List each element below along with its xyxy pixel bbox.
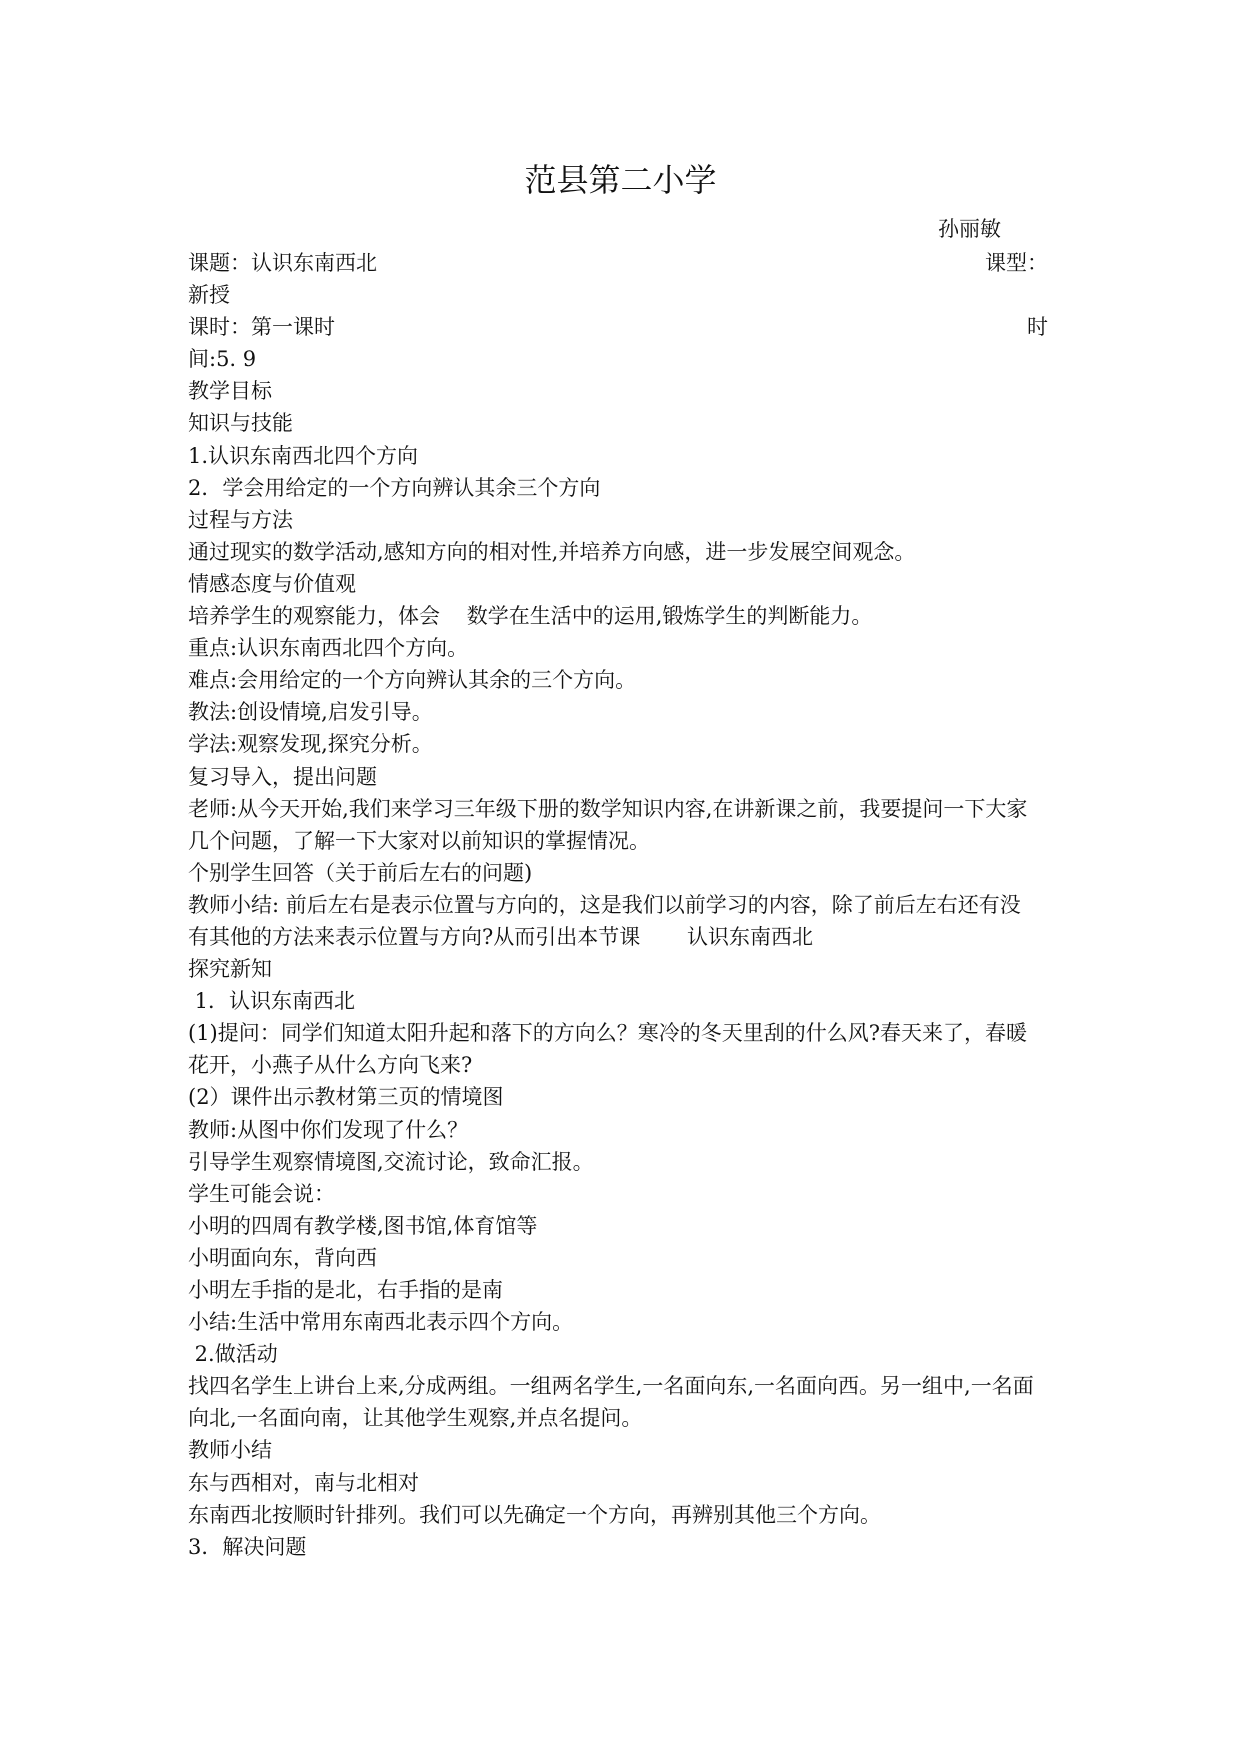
document-title: 范县第二小学 (524, 161, 717, 199)
document-body (188, 247, 1048, 1563)
text-line: 学法:观察发现,探究分析。 (188, 732, 433, 757)
lesson-type-label: 课型： (985, 251, 1048, 275)
text-line: 小明左手指的是北，右手指的是南 (188, 1278, 503, 1302)
text-line: 培养学生的观察能力，体会 数学在生活中的运用,锻炼学生的判断能力。 (188, 604, 873, 629)
text-line: 情感态度与价值观 (188, 571, 356, 596)
text-line: (1)提问：同学们知道太阳升起和落下的方向么？寒冷的冬天里刮的什么风?春天来了，春暖 (188, 1021, 1028, 1046)
text-line: 向北,一名面向南，让其他学生观察,并点名提问。 (188, 1406, 643, 1431)
time-value: 间:5. 9 (188, 347, 257, 372)
lesson-topic: 课题：认识东南西北 (188, 251, 377, 275)
text-line: 知识与技能 (188, 411, 293, 436)
text-line: 教师:从图中你们发现了什么？ (188, 1117, 469, 1142)
body-lines (188, 375, 1048, 1562)
lesson-topic-row (188, 247, 1048, 279)
text-line: 教法:创设情境,启发引导。 (188, 700, 433, 725)
text-line: 1.认识东南西北四个方向 (188, 443, 419, 468)
text-line: 教学目标 (188, 379, 272, 404)
text-line: 学生可能会说： (188, 1181, 335, 1206)
text-line: 3．解决问题 (188, 1534, 307, 1559)
text-line: 教师小结: 前后左右是表示位置与方向的，这是我们以前学习的内容，除了前后左右还有没 (188, 892, 1021, 917)
lesson-period: 课时：第一课时 (188, 315, 335, 340)
text-line: 2．学会用给定的一个方向辨认其余三个方向 (188, 475, 601, 500)
text-line: 引导学生观察情境图,交流讨论，致命汇报。 (188, 1149, 594, 1174)
text-line: 个别学生回答（关于前后左右的问题) (188, 860, 533, 885)
text-line: 找四名学生上讲台上来,分成两组。一组两名学生,一名面向东,一名面向西。另一组中,一名面 (188, 1374, 1034, 1399)
text-line: 复习导入，提出问题 (188, 764, 377, 789)
text-line: 2.做活动 (188, 1342, 278, 1367)
text-line: (2）课件出示教材第三页的情境图 (188, 1085, 504, 1110)
text-line: 有其他的方法来表示位置与方向?从而引出本节课 认识东南西北 (188, 924, 813, 949)
text-line: 教师小结 (188, 1438, 272, 1463)
text-line: 几个问题，了解一下大家对以前知识的掌握情况。 (188, 828, 650, 853)
text-line: 小结:生活中常用东南西北表示四个方向。 (188, 1310, 574, 1335)
text-line: 小明面向东，背向西 (188, 1245, 377, 1270)
text-line: 老师:从今天开始,我们来学习三年级下册的数学知识内容,在讲新课之前，我要提问一下大家 (188, 796, 1028, 821)
text-line: 1．认识东南西北 (188, 989, 356, 1014)
text-line: 过程与方法 (188, 507, 293, 532)
text-line: 花开，小燕子从什么方向飞来? (188, 1053, 473, 1078)
text-line: 东与西相对，南与北相对 (188, 1470, 419, 1495)
text-line: 重点:认识东南西北四个方向。 (188, 636, 469, 661)
text-line: 探究新知 (188, 957, 272, 982)
text-line: 东南西北按顺时针排列。我们可以先确定一个方向，再辨别其他三个方向。 (188, 1502, 881, 1527)
lesson-type-value: 新授 (188, 283, 230, 308)
text-line: 小明的四周有教学楼,图书馆,体育馆等 (188, 1213, 538, 1238)
text-line: 难点:会用给定的一个方向辨认其余的三个方向。 (188, 668, 637, 693)
author-name: 孙丽敏 (938, 217, 1001, 241)
text-line: 通过现实的数学活动,感知方向的相对性,并培养方向感，进一步发展空间观念。 (188, 539, 916, 564)
lesson-period-row (188, 311, 1048, 343)
time-label: 时 (1027, 315, 1048, 340)
